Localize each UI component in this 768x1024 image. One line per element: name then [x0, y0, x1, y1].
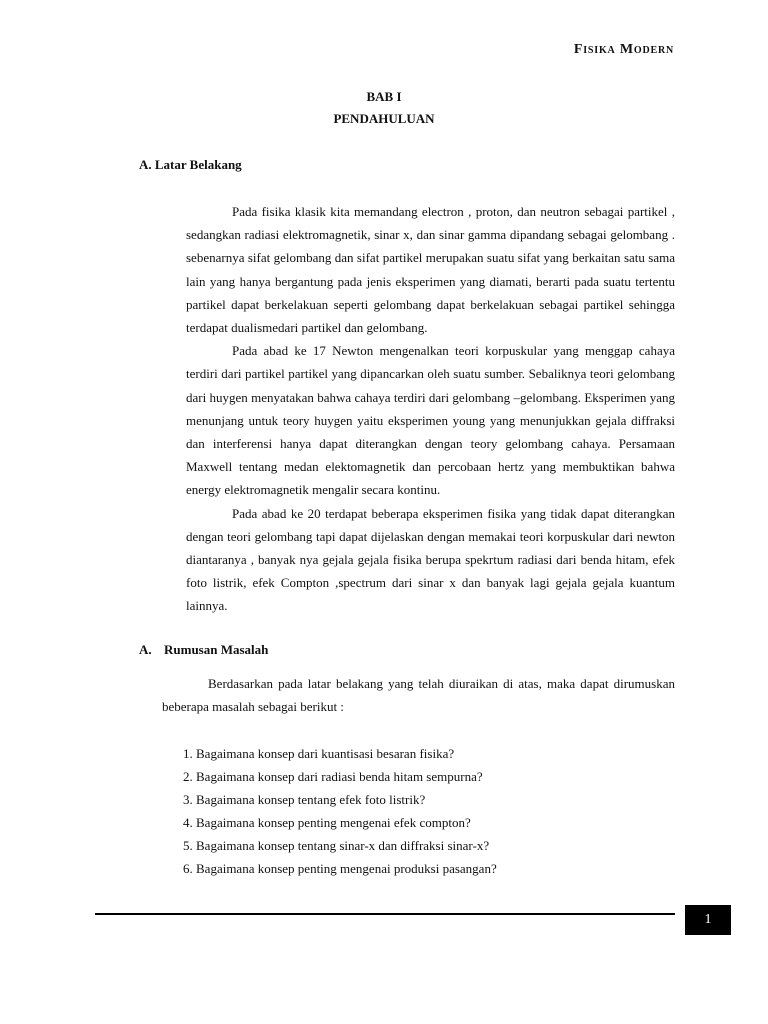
paragraph: Pada abad ke 20 terdapat beberapa eksperimen fisika yang tidak dapat diterangkan dengan teori gelombang tapi dapat dijelaskan dengan memakai teori korpuskular dari newton diantaranya , banyak nya gejala gejala fisika berupa spekrtum radiasi dari benda hitam, efek foto listrik, efek Compton ,spectrum dari sinar x dan banyak lagi gejala gejala kuantum lainnya. — [186, 505, 675, 614]
list-item: 5. Bagaimana konsep tentang sinar-x dan diffraksi sinar-x? — [183, 838, 490, 853]
list-item: 6. Bagaimana konsep penting mengenai produksi pasangan? — [183, 861, 497, 876]
section-letter: A. — [139, 642, 152, 657]
page-number-badge — [685, 905, 731, 935]
running-header-title: Fisika Modern — [573, 42, 674, 57]
rumusan-masalah-intro: Berdasarkan pada latar belakang yang telah diuraikan di atas, maka dapat dirumuskan beberapa masalah sebagai berikut : — [162, 676, 675, 714]
chapter-title: PENDAHULUAN — [333, 111, 435, 126]
problem-list — [183, 742, 497, 880]
section-heading-latar-belakang: A. Latar Belakang — [139, 157, 242, 172]
list-item: 1. Bagaimana konsep dari kuantisasi besaran fisika? — [183, 746, 455, 761]
latar-belakang-body — [186, 200, 675, 618]
list-item: 3. Bagaimana konsep tentang efek foto listrik? — [183, 792, 426, 807]
list-item: 2. Bagaimana konsep dari radiasi benda hitam sempurna? — [183, 769, 483, 784]
section-title: Rumusan Masalah — [164, 642, 269, 657]
chapter-number: BAB I — [366, 89, 402, 104]
paragraph: Pada fisika klasik kita memandang electron , proton, dan neutron sebagai partikel , sedangkan radiasi elektromagnetik, sinar x, dan sinar gamma dipandang sebagai gelombang . sebenarnya sifat gelombang dan sifat partikel merupakan suatu sifat yang berkaitan satu sama lain yang hanya bergantung pada jenis eksperimen yang diamati, berarti pada suatu tertentu partikel dapat berkelakuan seperti gelombang dapat berkelakuan sebagai partikel sehingga terdapat dualismedari partikel dan gelombang. — [186, 204, 675, 336]
list-item: 4. Bagaimana konsep penting mengenai efek compton? — [183, 815, 471, 830]
paragraph: Pada abad ke 17 Newton mengenalkan teori korpuskular yang menggap cahaya terdiri dari partikel partikel yang dipancarkan oleh suatu sumber. Sebaliknya teori gelombang dari huygen menyatakan bahwa cahaya terdiri dari gelombang –gelombang. Eksperimen yang menunjang untuk teory huygen yaitu eksperimen young yang menunjukkan gejala diffraksi dan interferensi hanya dapat diterangkan dengan teory gelombang cahaya. Persamaan Maxwell tentang medan elektomagnetik dan percobaan hertz yang membuktikan bahwa energy elektromagnetik mengalir secara kontinu. — [186, 343, 675, 498]
section-heading-rumusan-masalah — [139, 642, 268, 658]
footer-divider — [95, 913, 675, 915]
page-number: 1 — [704, 912, 712, 927]
